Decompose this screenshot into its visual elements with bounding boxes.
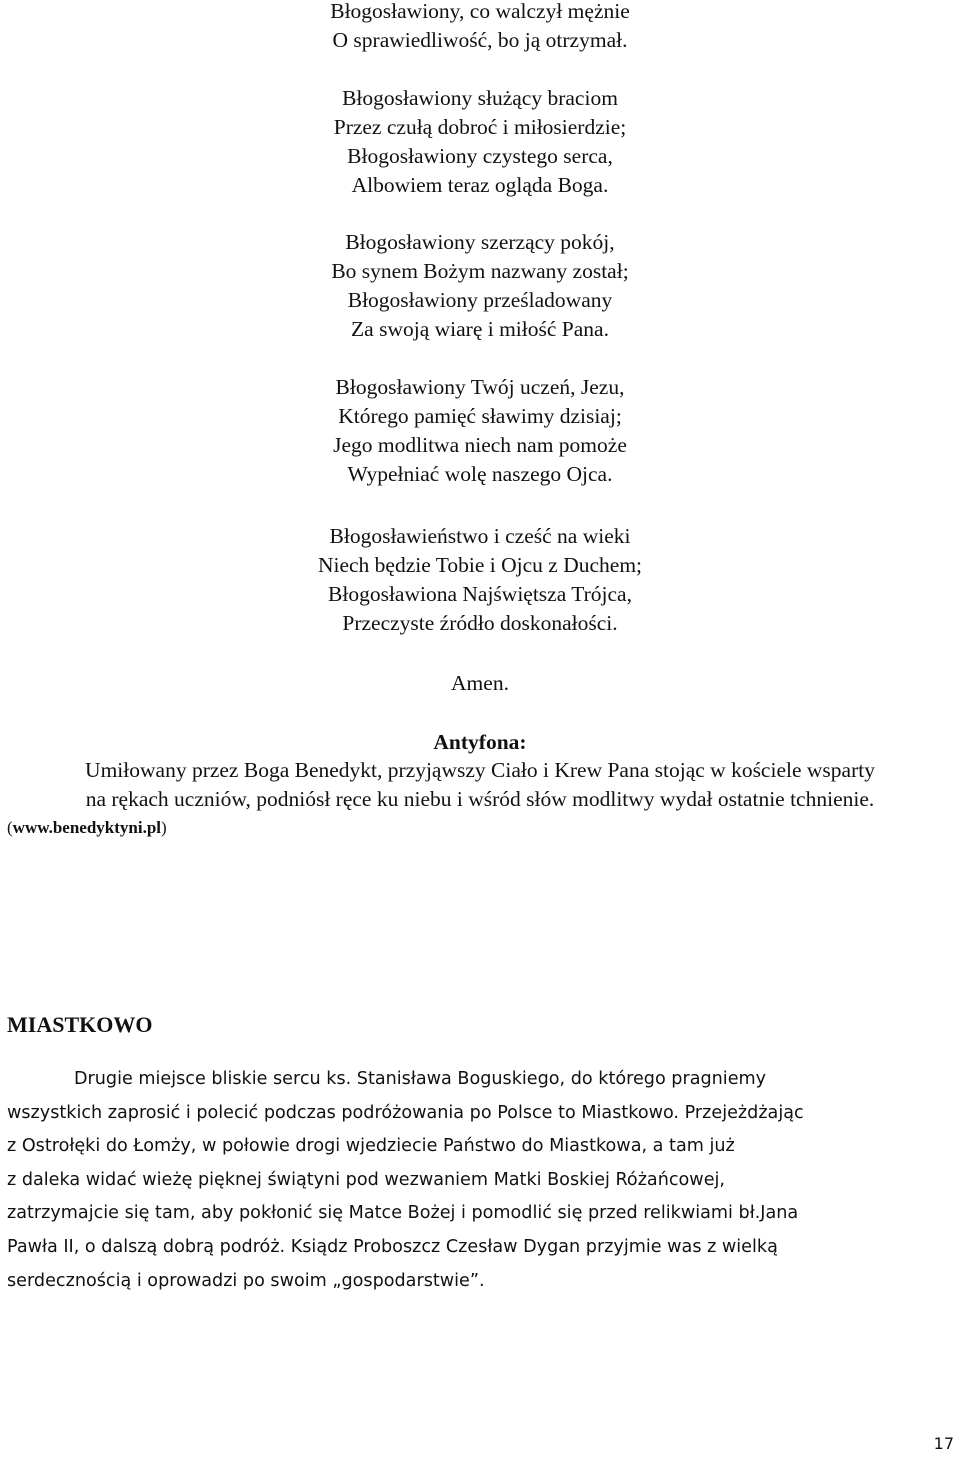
section-paragraph bbox=[7, 1063, 953, 1298]
paragraph-line: serdecznością i oprowadzi po swoim „gospodarstwie”. bbox=[7, 1270, 485, 1291]
verse-line: Błogosławieństwo i cześć na wieki bbox=[329, 524, 631, 548]
antiphon-heading: Antyfona: bbox=[433, 730, 527, 754]
verse-line: Przez czułą dobroć i miłosierdzie; bbox=[333, 115, 627, 139]
page-number: 17 bbox=[933, 1434, 954, 1453]
verse-line: Przeczyste źródło doskonałości. bbox=[342, 611, 618, 635]
hymn-stanza bbox=[0, 522, 960, 638]
verse-line: Błogosławiony prześladowany bbox=[347, 288, 613, 312]
paragraph-line: z Ostrołęki do Łomży, w połowie drogi wjedziecie Państwo do Miastkowa, a tam już bbox=[7, 1136, 735, 1157]
hymn-stanza bbox=[0, 84, 960, 200]
hymn-stanza bbox=[0, 373, 960, 489]
verse-line: Albowiem teraz ogląda Boga. bbox=[351, 173, 609, 197]
verse-line: Błogosławiona Najświętsza Trójca, bbox=[328, 582, 632, 606]
antiphon-line: na rękach uczniów, podniósł ręce ku niebu i wśród słów modlitwy wydał ostatnie tchnienie. bbox=[85, 787, 875, 811]
source-link[interactable]: www.benedyktyni.pl bbox=[12, 818, 161, 837]
verse-line: Którego pamięć sławimy dzisiaj; bbox=[338, 404, 622, 428]
source-paren-close: ) bbox=[161, 818, 167, 837]
verse-line: Błogosławiony szerzący pokój, bbox=[345, 230, 615, 254]
source-citation bbox=[7, 818, 167, 838]
section-title: MIASTKOWO bbox=[7, 1012, 153, 1037]
hymn-stanza bbox=[0, 0, 960, 55]
paragraph-line: z daleka widać wieżę pięknej świątyni pod wezwaniem Matki Boskiej Różańcowej, bbox=[7, 1169, 725, 1190]
amen-text: Amen. bbox=[451, 671, 509, 695]
verse-line: Błogosławiony czystego serca, bbox=[347, 144, 613, 168]
verse-line: O sprawiedliwość, bo ją otrzymał. bbox=[332, 28, 628, 52]
verse-line: Niech będzie Tobie i Ojcu z Duchem; bbox=[317, 553, 643, 577]
verse-line: Błogosławiony Twój uczeń, Jezu, bbox=[335, 375, 625, 399]
verse-line: Błogosławiony, co walczył mężnie bbox=[330, 0, 630, 23]
antiphon-line: Umiłowany przez Boga Benedykt, przyjąwszy Ciało i Krew Pana stojąc w kościele wsparty bbox=[85, 758, 875, 782]
paragraph-line: wszystkich zaprosić i polecić podczas podróżowania po Polsce to Miastkowo. Przejeżdżając bbox=[7, 1102, 804, 1123]
verse-line: Wypełniać wolę naszego Ojca. bbox=[347, 462, 613, 486]
source-paren-open: ( bbox=[7, 818, 13, 837]
verse-line: Jego modlitwa niech nam pomoże bbox=[333, 433, 627, 457]
verse-line: Błogosławiony służący braciom bbox=[342, 86, 618, 110]
verse-line: Bo synem Bożym nazwany został; bbox=[331, 259, 629, 283]
paragraph-line: zatrzymajcie się tam, aby pokłonić się Matce Bożej i pomodlić się przed relikwiami bł.Jana bbox=[7, 1203, 799, 1224]
paragraph-line: Pawła II, o dalszą dobrą podróż. Ksiądz Proboszcz Czesław Dygan przyjmie was z wielką bbox=[7, 1236, 778, 1257]
hymn-stanza bbox=[0, 228, 960, 344]
verse-line: Za swoją wiarę i miłość Pana. bbox=[351, 317, 609, 341]
paragraph-line: Drugie miejsce bliskie sercu ks. Stanisława Boguskiego, do którego pragniemy bbox=[74, 1069, 767, 1089]
